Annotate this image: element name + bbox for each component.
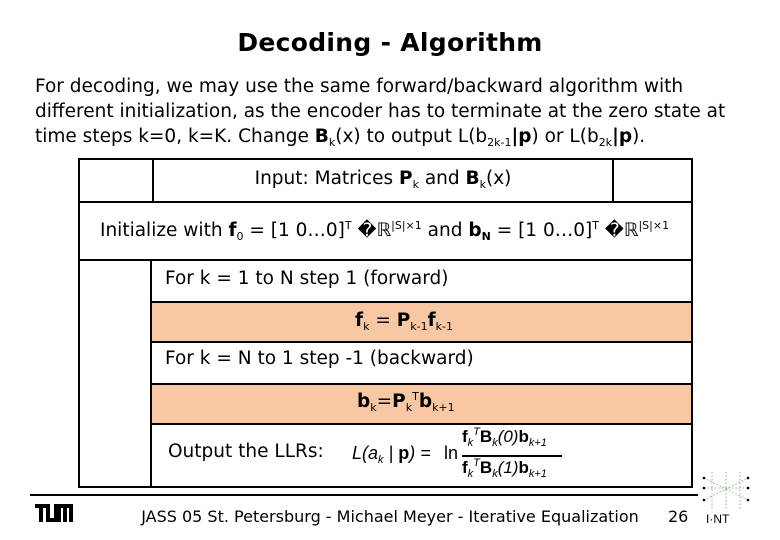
- llr-formula: [352, 426, 572, 484]
- formula-lhs: $L(a_k$ | p) =: [352, 443, 431, 466]
- forward-body-text: $f_k = P_{k-1}f_{k-1}$: [355, 310, 454, 333]
- backward-body-text: $b_k=P_k^Tb_{k+1}$: [357, 390, 455, 414]
- initialize-text: Initialize with $f_0 = [1$ 0…0]$^T$ �ℝ$^{|S|\times 1}$ and $b_N = [1$ 0…0]$^T$ �ℝ$^{|S|\times 1}$: [100, 219, 670, 243]
- footer-rule: [30, 494, 698, 496]
- input-text: Input: Matrices $P_k$ and $B_k(x)$: [254, 168, 512, 191]
- slide-title: Decoding - Algorithm: [237, 28, 543, 57]
- intro-paragraph: For decoding, we may use the same forward/backward algorithm with different initialization, as the encoder has to terminate at the zero state at time steps k=0, k=K. Change $B_k(x)$ to output $L(b_{2k-1}|p)$ or $L(b_{2k}|p)$.: [35, 76, 726, 149]
- output-label: Output the LLRs:: [168, 441, 324, 462]
- backward-loop-text: For k = N to 1 step -1 (backward): [165, 348, 474, 369]
- formula-denominator: $f_k^TB_k(1)b_{k+1}$: [462, 457, 547, 480]
- int-logo: [700, 470, 752, 530]
- formula-ln: ln: [444, 443, 459, 463]
- footer-text: JASS 05 St. Petersburg - Michael Meyer - Iterative Equalization: [141, 507, 639, 526]
- page-number: 26: [668, 507, 689, 526]
- svg-text:I·NT: I·NT: [706, 512, 730, 526]
- formula-numerator: $f_k^TB_k(0)b_{k+1}$: [462, 426, 547, 449]
- forward-loop-text: For k = 1 to N step 1 (forward): [165, 268, 449, 289]
- int-logo-graphic: [700, 470, 752, 526]
